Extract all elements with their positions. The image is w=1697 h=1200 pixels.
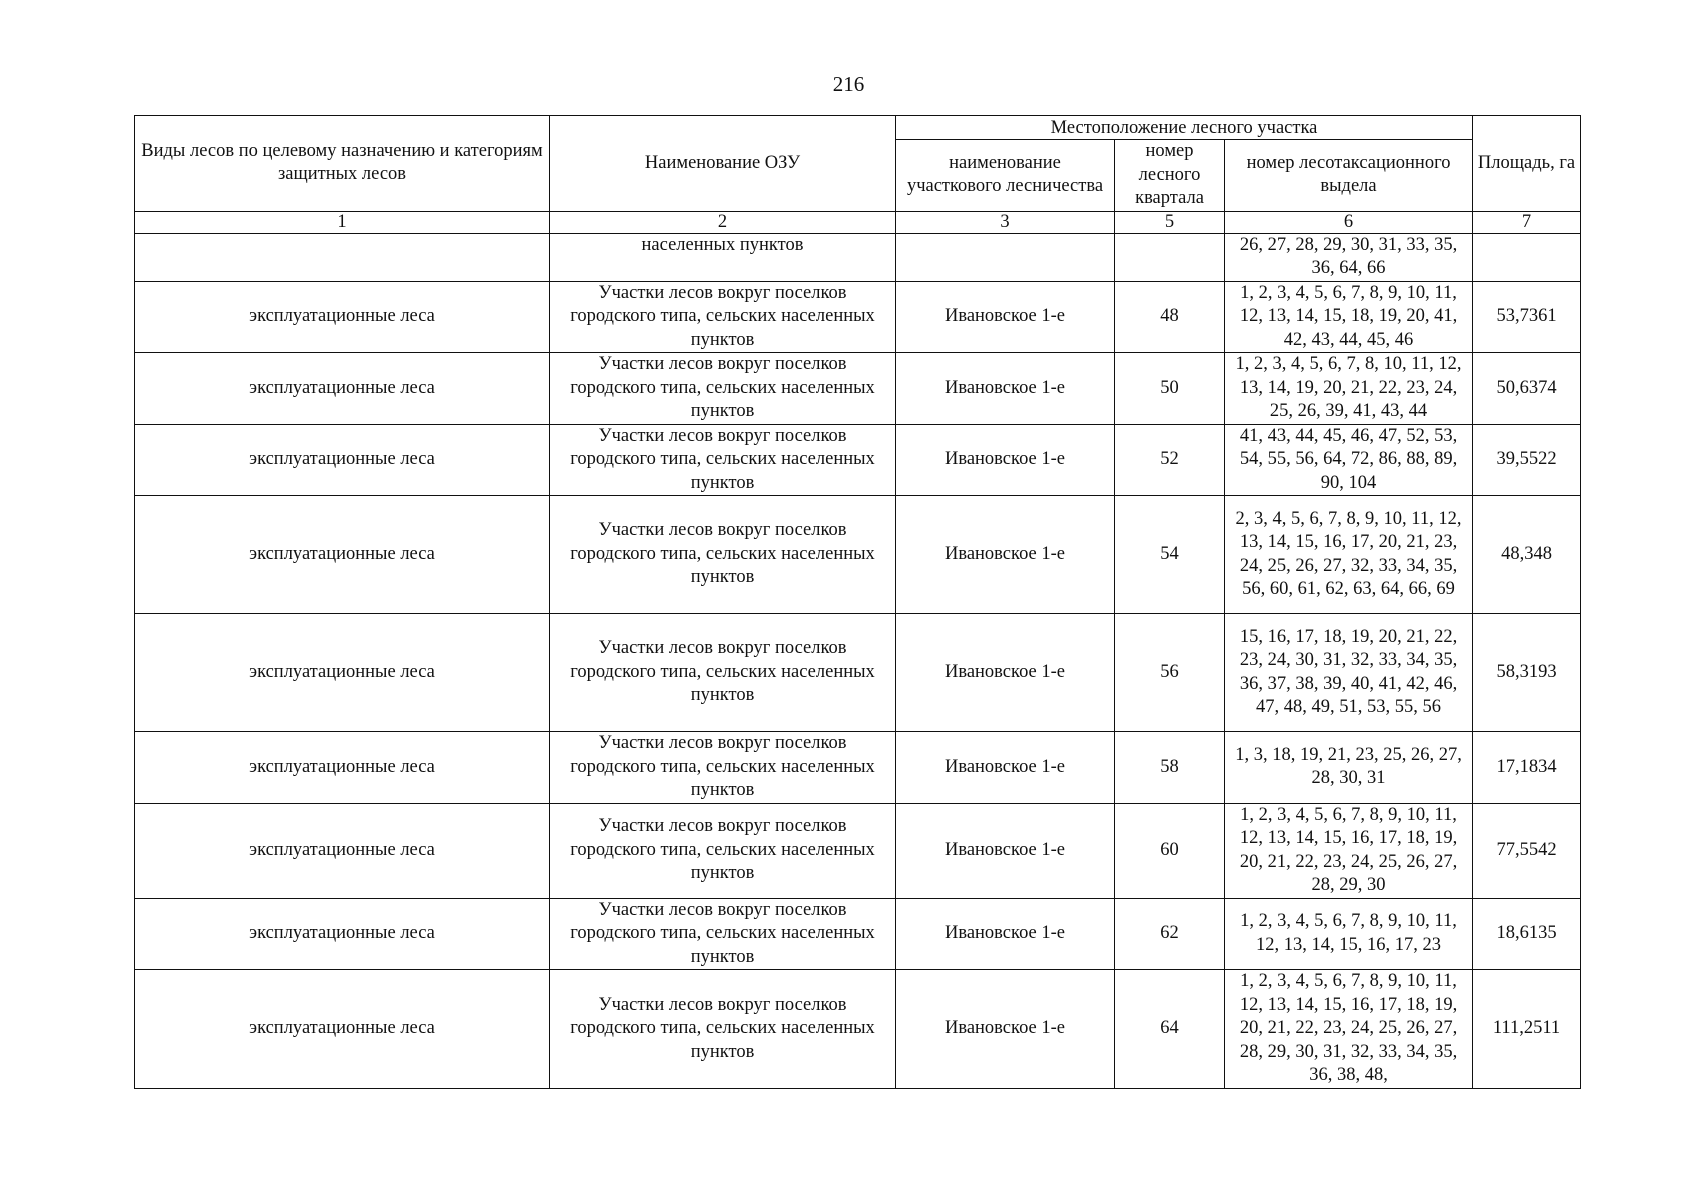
table-row xyxy=(135,970,1581,1089)
cell-forestry: Ивановское 1-е xyxy=(896,732,1115,804)
cell-forest-type: эксплуатационные леса xyxy=(135,898,550,970)
cell-forest-type xyxy=(135,233,550,281)
column-number: 6 xyxy=(1225,211,1473,233)
table-row xyxy=(135,281,1581,353)
table-row xyxy=(135,424,1581,496)
table-row xyxy=(135,732,1581,804)
header-quarter-number: номер лесного квартала xyxy=(1115,140,1225,212)
cell-ozu: населенных пунктов xyxy=(550,233,896,281)
header-area: Площадь, га xyxy=(1473,116,1581,212)
cell-forestry: Ивановское 1-е xyxy=(896,898,1115,970)
table-row xyxy=(135,803,1581,898)
cell-forestry: Ивановское 1-е xyxy=(896,803,1115,898)
cell-quarter: 56 xyxy=(1115,614,1225,732)
cell-quarter: 60 xyxy=(1115,803,1225,898)
cell-area: 58,3193 xyxy=(1473,614,1581,732)
cell-forest-type: эксплуатационные леса xyxy=(135,970,550,1089)
cell-vydely: 1, 3, 18, 19, 21, 23, 25, 26, 27, 28, 30, 31 xyxy=(1225,732,1473,804)
cell-area: 18,6135 xyxy=(1473,898,1581,970)
column-number-row xyxy=(135,211,1581,233)
cell-vydely: 1, 2, 3, 4, 5, 6, 7, 8, 9, 10, 11, 12, 13, 14, 15, 16, 17, 18, 19, 20, 21, 22, 23, 24, 25, 26, 27, 28, 29, 30, 31, 32, 33, 34, 35, 36, 38, 48, xyxy=(1225,970,1473,1089)
cell-vydely: 1, 2, 3, 4, 5, 6, 7, 8, 9, 10, 11, 12, 13, 14, 15, 16, 17, 23 xyxy=(1225,898,1473,970)
header-vydel-number: номер лесотаксационного выдела xyxy=(1225,140,1473,212)
cell-quarter: 62 xyxy=(1115,898,1225,970)
cell-area: 50,6374 xyxy=(1473,353,1581,425)
page-number: 216 xyxy=(832,72,865,96)
cell-forestry: Ивановское 1-е xyxy=(896,970,1115,1089)
cell-quarter: 48 xyxy=(1115,281,1225,353)
header-ozu-name: Наименование ОЗУ xyxy=(550,116,896,212)
cell-forest-type: эксплуатационные леса xyxy=(135,732,550,804)
cell-forest-type: эксплуатационные леса xyxy=(135,281,550,353)
cell-vydely: 2, 3, 4, 5, 6, 7, 8, 9, 10, 11, 12, 13, 14, 15, 16, 17, 20, 21, 23, 24, 25, 26, 27, 32, 33, 34, 35, 56, 60, 61, 62, 63, 64, 66, 69 xyxy=(1225,496,1473,614)
cell-quarter: 64 xyxy=(1115,970,1225,1089)
cell-vydely: 15, 16, 17, 18, 19, 20, 21, 22, 23, 24, 30, 31, 32, 33, 34, 35, 36, 37, 38, 39, 40, 41, 42, 46, 47, 48, 49, 51, 53, 55, 56 xyxy=(1225,614,1473,732)
cell-ozu: Участки лесов вокруг поселков городского типа, сельских населенных пунктов xyxy=(550,353,896,425)
column-number: 2 xyxy=(550,211,896,233)
cell-forestry: Ивановское 1-е xyxy=(896,614,1115,732)
cell-forest-type: эксплуатационные леса xyxy=(135,353,550,425)
cell-area: 53,7361 xyxy=(1473,281,1581,353)
cell-forest-type: эксплуатационные леса xyxy=(135,424,550,496)
cell-area: 17,1834 xyxy=(1473,732,1581,804)
cell-ozu: Участки лесов вокруг поселков городского типа, сельских населенных пунктов xyxy=(550,424,896,496)
cell-ozu: Участки лесов вокруг поселков городского типа, сельских населенных пунктов xyxy=(550,281,896,353)
cell-quarter: 54 xyxy=(1115,496,1225,614)
cell-ozu: Участки лесов вокруг поселков городского типа, сельских населенных пунктов xyxy=(550,614,896,732)
cell-area: 77,5542 xyxy=(1473,803,1581,898)
cell-area xyxy=(1473,233,1581,281)
cell-vydely: 41, 43, 44, 45, 46, 47, 52, 53, 54, 55, 56, 64, 72, 86, 88, 89, 90, 104 xyxy=(1225,424,1473,496)
cell-forest-type: эксплуатационные леса xyxy=(135,803,550,898)
table-row xyxy=(135,496,1581,614)
cell-area: 111,2511 xyxy=(1473,970,1581,1089)
cell-quarter: 58 xyxy=(1115,732,1225,804)
cell-quarter: 52 xyxy=(1115,424,1225,496)
header-row-group xyxy=(135,116,1581,140)
forest-plots-table xyxy=(134,115,1581,1089)
cell-forest-type: эксплуатационные леса xyxy=(135,614,550,732)
cell-forestry: Ивановское 1-е xyxy=(896,353,1115,425)
table-row xyxy=(135,353,1581,425)
cell-ozu: Участки лесов вокруг поселков городского типа, сельских населенных пунктов xyxy=(550,496,896,614)
cell-vydely: 26, 27, 28, 29, 30, 31, 33, 35, 36, 64, 66 xyxy=(1225,233,1473,281)
cell-forestry: Ивановское 1-е xyxy=(896,496,1115,614)
table-row-continuation xyxy=(135,233,1581,281)
cell-forest-type: эксплуатационные леса xyxy=(135,496,550,614)
column-number: 5 xyxy=(1115,211,1225,233)
cell-ozu: Участки лесов вокруг поселков городского типа, сельских населенных пунктов xyxy=(550,898,896,970)
cell-vydely: 1, 2, 3, 4, 5, 6, 7, 8, 9, 10, 11, 12, 13, 14, 15, 16, 17, 18, 19, 20, 21, 22, 23, 24, 25, 26, 27, 28, 29, 30 xyxy=(1225,803,1473,898)
header-location-group: Местоположение лесного участка xyxy=(896,116,1473,140)
cell-ozu: Участки лесов вокруг поселков городского типа, сельских населенных пунктов xyxy=(550,803,896,898)
cell-forestry: Ивановское 1-е xyxy=(896,281,1115,353)
cell-forestry xyxy=(896,233,1115,281)
header-forest-type: Виды лесов по целевому назначению и категориям защитных лесов xyxy=(135,116,550,212)
table-row xyxy=(135,614,1581,732)
cell-area: 39,5522 xyxy=(1473,424,1581,496)
table-row xyxy=(135,898,1581,970)
cell-vydely: 1, 2, 3, 4, 5, 6, 7, 8, 9, 10, 11, 12, 13, 14, 15, 18, 19, 20, 41, 42, 43, 44, 45, 46 xyxy=(1225,281,1473,353)
column-number: 1 xyxy=(135,211,550,233)
cell-quarter: 50 xyxy=(1115,353,1225,425)
cell-ozu: Участки лесов вокруг поселков городского типа, сельских населенных пунктов xyxy=(550,732,896,804)
cell-vydely: 1, 2, 3, 4, 5, 6, 7, 8, 10, 11, 12, 13, 14, 19, 20, 21, 22, 23, 24, 25, 26, 39, 41, 43, 44 xyxy=(1225,353,1473,425)
cell-ozu: Участки лесов вокруг поселков городского типа, сельских населенных пунктов xyxy=(550,970,896,1089)
column-number: 3 xyxy=(896,211,1115,233)
cell-quarter xyxy=(1115,233,1225,281)
cell-forestry: Ивановское 1-е xyxy=(896,424,1115,496)
column-number: 7 xyxy=(1473,211,1581,233)
header-forestry-name: наименование участкового лесничества xyxy=(896,140,1115,212)
cell-area: 48,348 xyxy=(1473,496,1581,614)
